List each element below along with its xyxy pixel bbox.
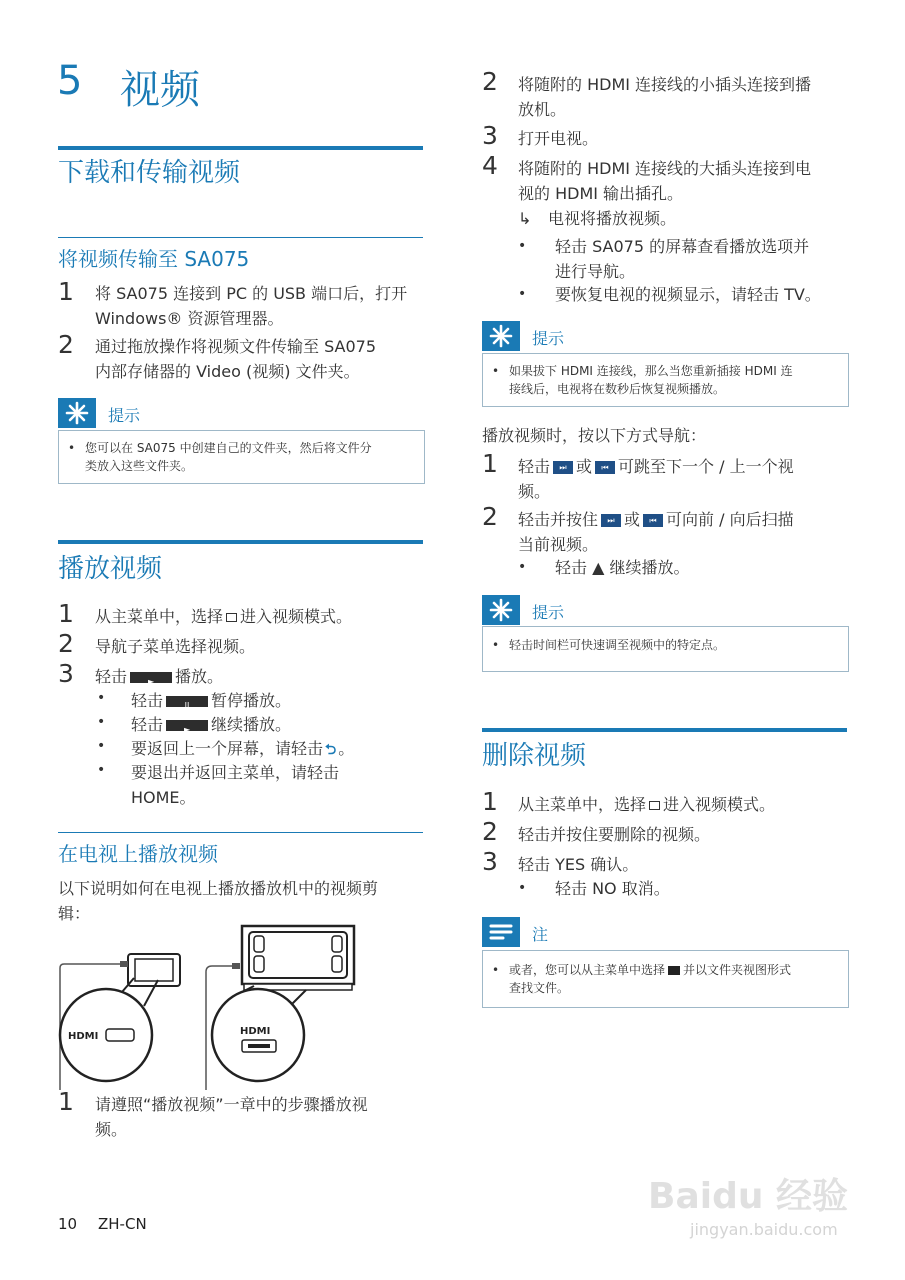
step-text: 轻击 ► 播放。: [95, 667, 224, 686]
section-title-delete: 删除视频: [482, 741, 587, 771]
bullet-item: 轻击 SA075 的屏幕查看播放选项并 进行导航。: [555, 237, 810, 281]
next-icon: ⏭: [553, 461, 573, 474]
tip-box: • 您可以在 SA075 中创建自己的文件夹，然后将文件分 类放入这些文件夹。: [58, 430, 425, 484]
language-code: ZH-CN: [98, 1215, 147, 1233]
step-text: 通过拖放操作将视频文件传输至 SA075 内部存储器的 Video (视频) 文件夹。: [95, 337, 377, 381]
back-icon: ⮌: [325, 742, 337, 758]
note-label: 注: [532, 925, 549, 944]
hdmi-connection-illustration: [56, 920, 416, 1090]
step-number: 3: [482, 121, 498, 150]
result-text: 电视将播放视频。: [548, 209, 677, 228]
step-number: 3: [58, 659, 74, 688]
page-number: 10: [58, 1215, 78, 1233]
tip-label: 提示: [532, 603, 565, 622]
step-number: 2: [482, 817, 498, 846]
tip-box: • 轻击时间栏可快速调至视频中的特定点。: [482, 626, 849, 672]
section-rule: [58, 146, 423, 150]
section-rule: [482, 728, 847, 732]
step-number: 1: [58, 1087, 74, 1116]
bullet-item: 轻击 NO 取消。: [555, 879, 670, 898]
note-box: • 或者，您可以从主菜单中选择 并以文件夹视图形式 查找文件。: [482, 950, 849, 1008]
film-icon: [649, 801, 660, 810]
prev-icon: ⏮: [595, 461, 615, 474]
step-number: 2: [58, 330, 74, 359]
next-icon: ⏭: [601, 514, 621, 527]
chapter-number: 5: [57, 58, 83, 104]
tip-icon: [58, 398, 96, 428]
tip-label: 提示: [532, 329, 565, 348]
step-number: 4: [482, 151, 498, 180]
note-icon: [482, 917, 520, 947]
step-text: 打开电视。: [518, 129, 599, 148]
step-number: 2: [482, 502, 498, 531]
step-text: 请遵照“播放视频”一章中的步骤播放视 频。: [95, 1095, 368, 1139]
watermark-logo: Baidu 经验: [648, 1176, 849, 1217]
subsection-rule: [58, 237, 423, 238]
tip-label: 提示: [108, 406, 141, 425]
step-text: 将 SA075 连接到 PC 的 USB 端口后，打开 Windows® 资源管理器。: [95, 284, 408, 328]
step-text: 将随附的 HDMI 连接线的小插头连接到播 放机。: [518, 75, 812, 119]
step-text: 从主菜单中，选择 进入视频模式。: [518, 795, 776, 814]
tip-icon: [482, 595, 520, 625]
step-text: 轻击并按住要删除的视频。: [518, 825, 711, 844]
play-icon: ►: [166, 720, 208, 731]
bullet-item: 要返回上一个屏幕，请轻击 ⮌ 。: [131, 736, 354, 763]
chapter-title: 视频: [120, 67, 200, 113]
step-number: 1: [482, 787, 498, 816]
play-icon: ►: [130, 672, 172, 683]
pause-icon: II: [166, 696, 208, 707]
step-number: 1: [482, 449, 498, 478]
hdmi-label: HDMI: [240, 1026, 271, 1037]
subsection-title-transfer: 将视频传输至 SA075: [58, 247, 250, 271]
step-number: 2: [482, 67, 498, 96]
step-number: 1: [58, 277, 74, 306]
section-title-download: 下载和传输视频: [58, 158, 241, 188]
step-text: 轻击 ⏭ 或 ⏮ 可跳至下一个 / 上一个视 频。: [518, 457, 794, 501]
bullet-item: 轻击 ▲ 继续播放。: [555, 558, 690, 577]
subsection-rule: [58, 832, 423, 833]
subsection-title-tv: 在电视上播放视频: [58, 842, 218, 866]
step-text: 从主菜单中，选择 进入视频模式。: [95, 607, 353, 626]
bullet-item: 要恢复电视的视频显示，请轻击 TV。: [555, 285, 821, 304]
prev-icon: ⏮: [643, 514, 663, 527]
bullet-item: 轻击 ► 继续播放。: [131, 715, 292, 734]
watermark-url: jingyan.baidu.com: [690, 1220, 838, 1239]
step-text: 将随附的 HDMI 连接线的大插头连接到电 视的 HDMI 输出插孔。: [518, 159, 812, 203]
step-number: 2: [58, 629, 74, 658]
bullet-item: 轻击 II 暂停播放。: [131, 691, 292, 710]
nav-intro: 播放视频时，按以下方式导航：: [482, 426, 707, 445]
step-text: 轻击并按住 ⏭ 或 ⏮ 可向前 / 向后扫描 当前视频。: [518, 510, 794, 554]
tip-icon: [482, 321, 520, 351]
film-icon: [226, 613, 237, 622]
step-number: 1: [58, 599, 74, 628]
folder-icon: [668, 966, 680, 975]
step-text: 轻击 YES 确认。: [518, 855, 639, 874]
step-text: 导航子菜单选择视频。: [95, 637, 256, 656]
tip-box: • 如果拔下 HDMI 连接线，那么当您重新插接 HDMI 连 接线后，电视将在数秒后恢复视频播放。: [482, 353, 849, 407]
tv-intro: 以下说明如何在电视上播放播放机中的视频剪 辑：: [58, 879, 379, 923]
section-rule: [58, 540, 423, 544]
hdmi-label: HDMI: [68, 1031, 99, 1042]
bullet-item: 要退出并返回主菜单，请轻击 HOME。: [131, 763, 340, 807]
section-title-play: 播放视频: [58, 554, 163, 584]
result-arrow: ↳: [518, 209, 532, 228]
step-number: 3: [482, 847, 498, 876]
